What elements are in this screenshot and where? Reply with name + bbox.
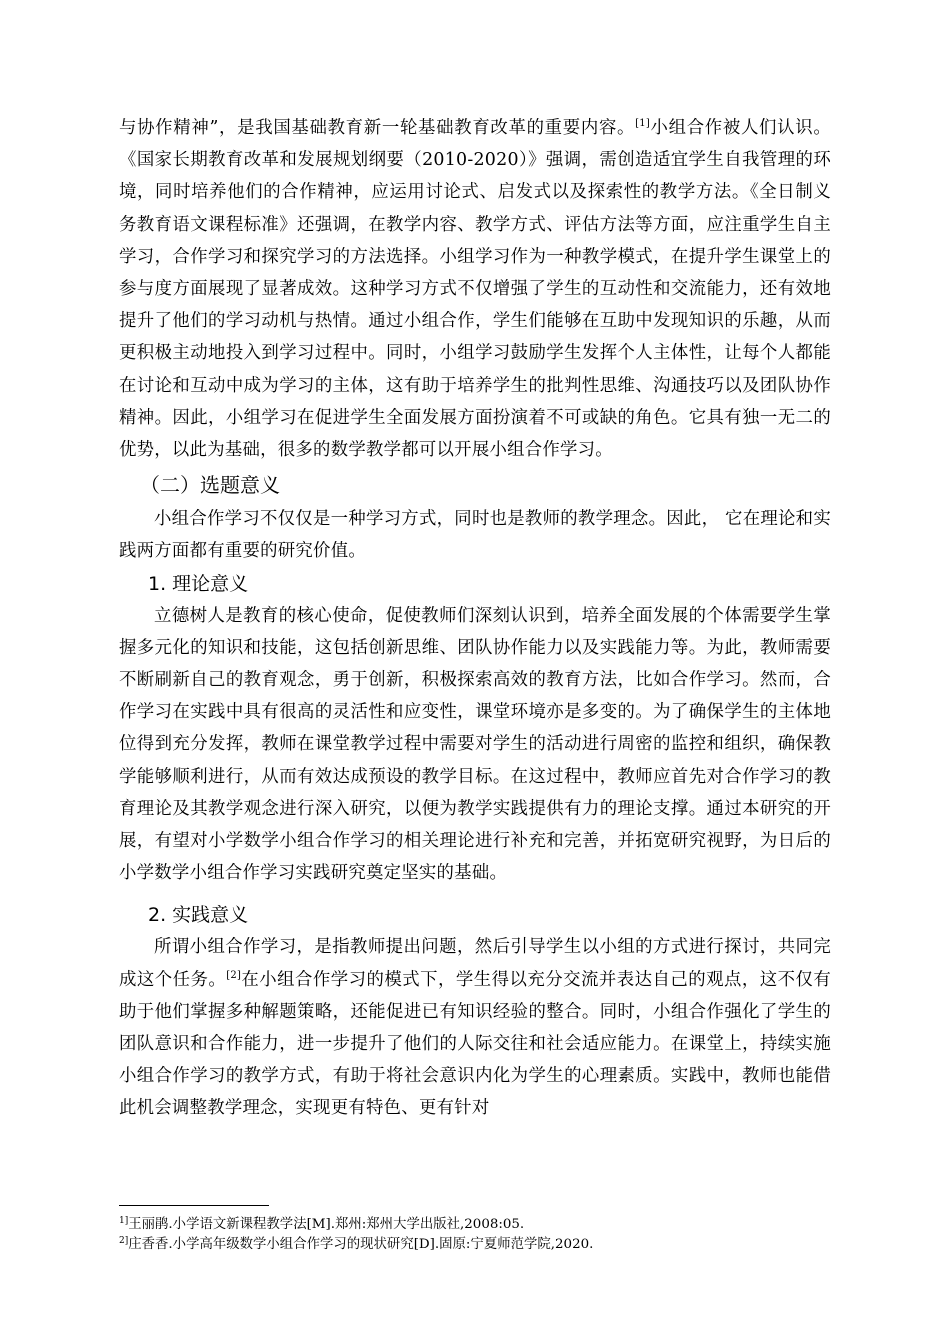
paragraph-theoretical-significance: 立德树人是教育的核心使命，促使教师们深刻认识到，培养全面发展的个体需要学生掌握多元化的知识和技能，这包括创新思维、团队协作能力以及实践能力等。为此，教师需要不断刷新自己的教育观念，勇于创新，积极探索高效的教育方法，比如合作学习。然而，合作学习在实践中具有很高的灵活性和应变性，课堂环境亦是多变的。为了确保学生的主体地位得到充分发挥，教师在课堂教学过程中需要对学生的活动进行周密的监控和组织，确保教学能够顺利进行，从而有效达成预设的教学目标。在这过程中，教师应首先对合作学习的教育理论及其教学观念进行深入研究，以便为教学实践提供有力的理论支撑。通过本研究的开展，有望对小学数学小组合作学习的相关理论进行补充和完善，并拓宽研究视野，为日后的小学数学小组合作学习实践研究奠定坚实的基础。 <box>119 605 831 884</box>
citation-ref-1[interactable]: [1] <box>635 118 651 129</box>
footnote-text: 庄香香.小学高年级数学小组合作学习的现状研究[D].固原:宁夏师范学院,2020. <box>128 1236 594 1252</box>
citation-ref-2[interactable]: [2] <box>226 969 242 981</box>
subheading-theoretical-significance: 1. 理论意义 <box>148 572 249 595</box>
paragraph-practical-significance: 所谓小组合作学习，是指教师提出问题，然后引导学生以小组的方式进行探讨，共同完成这个任务。[2]在小组合作学习的模式下，学生得以充分交流并表达自己的观点，这不仅有助于他们掌握多种解题策略，还能促进已有知识经验的整合。同时，小组合作强化了学生的团队意识和合作能力，进一步提升了他们的人际交往和社会适应能力。在课堂上，持续实施小组合作学习的教学方式，有助于将社会意识内化为学生的心理素质。实践中，教师也能借此机会调整教学理念，实现更有特色、更有针对 <box>119 937 831 1119</box>
section-heading-topic-significance: （二）选题意义 <box>140 473 280 498</box>
paragraph-topic-significance: 小组合作学习不仅仅是一种学习方式，同时也是教师的教学理念。因此， 它在理论和实践两方面都有重要的研究价值。 <box>119 509 831 562</box>
footnotes <box>119 1205 831 1254</box>
footnote-marker: 1] <box>119 1216 129 1226</box>
page-body <box>119 112 831 1125</box>
paragraph-intro: 与协作精神”，是我国基础教育新一轮基础教育改革的重要内容。[1]小组合作被人们认识。《国家长期教育改革和发展规划纲要（2010-2020）》强调，需创造适宜学生自我管理的环境，同时培养他们的合作精神，应运用讨论式、启发式以及探索性的教学方法。《全日制义务教育语文课程标准》还强调，在教学内容、教学方式、评估方法等方面，应注重学生自主学习，合作学习和探究学习的方法选择。小组学习作为一种教学模式，在提升学生课堂上的参与度方面展现了显著成效。这种学习方式不仅增强了学生的互动性和交流能力，还有效地提升了他们的学习动机与热情。通过小组合作，学生们能够在互助中发现知识的乐趣，从而更积极主动地投入到学习过程中。同时，小组学习鼓励学生发挥个人主体性，让每个人都能在讨论和互动中成为学习的主体，这有助于培养学生的批判性思维、沟通技巧以及团队协作精神。因此，小组学习在促进学生全面发展方面扮演着不可或缺的角色。它具有独一无二的优势，以此为基础，很多的数学教学都可以开展小组合作学习。 <box>119 118 831 461</box>
footnote-2 <box>119 1235 831 1255</box>
footnote-text: 王丽鹃.小学语文新课程教学法[M].郑州:郑州大学出版社,2008:05. <box>128 1217 525 1232</box>
footnote-1 <box>119 1215 831 1235</box>
footnote-marker: 2] <box>119 1235 129 1246</box>
footnote-divider <box>119 1205 269 1206</box>
subheading-practical-significance: 2. 实践意义 <box>148 904 249 927</box>
